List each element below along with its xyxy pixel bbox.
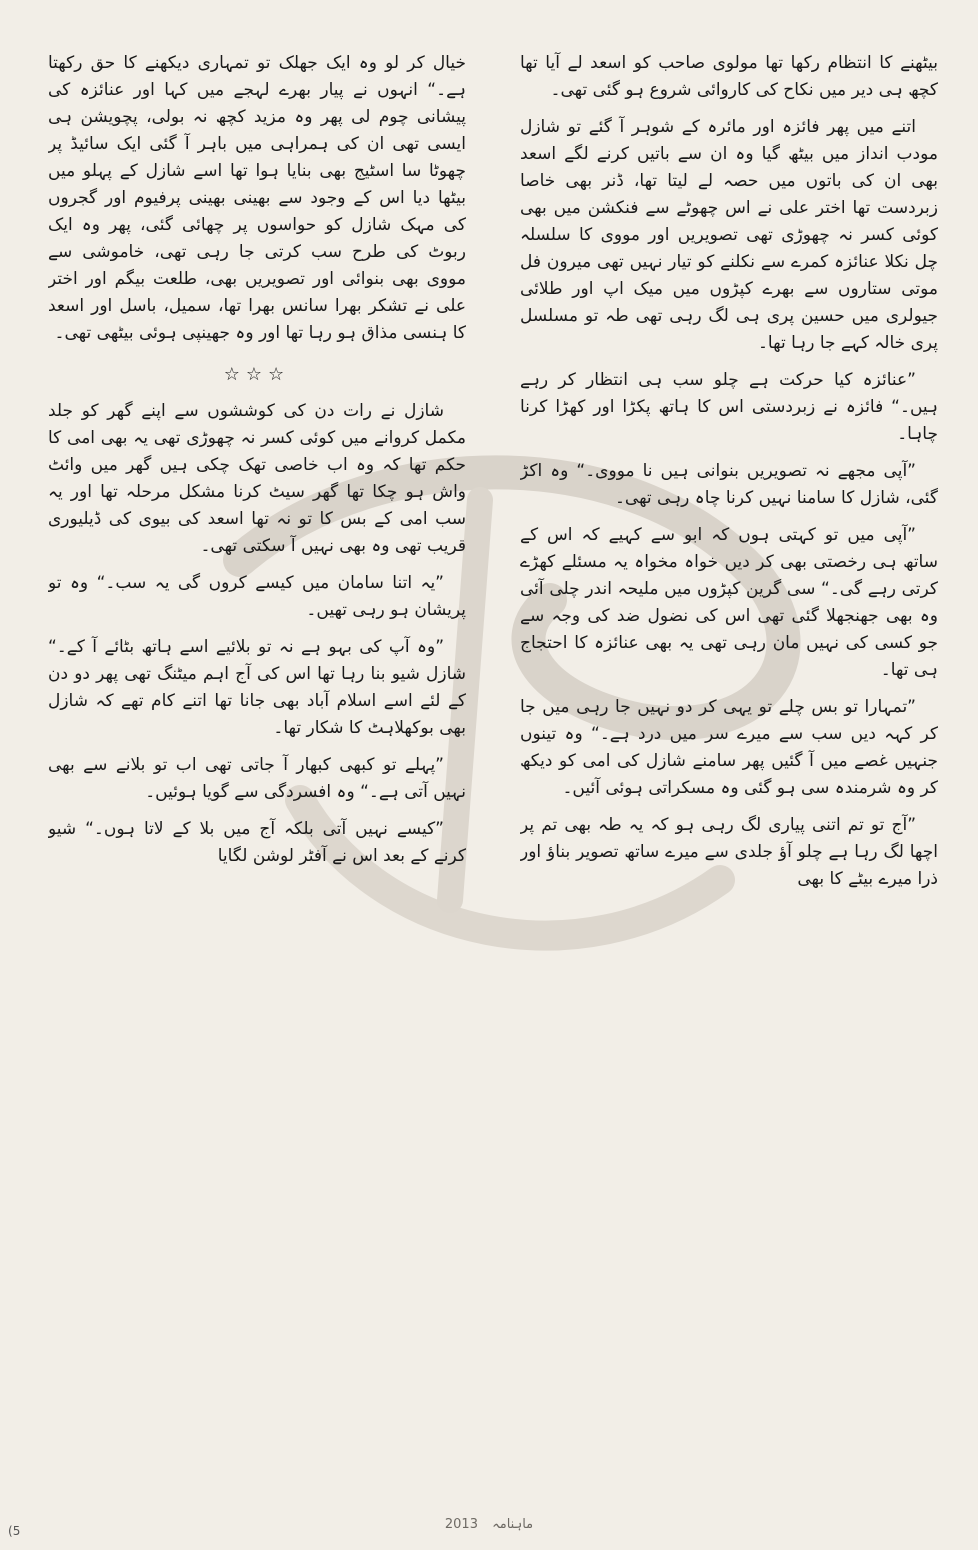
paragraph: ”آپی میں تو کہتی ہوں کہ ابو سے کہیے کہ اس کے ساتھ ہی رخصتی بھی کر دیں خواہ مخواہ یہ مسئلے کھڑے کرتی رہے گی۔“ سی گرین کپڑوں میں ملیحہ اندر چلی آئی وہ بھی جھنجھلا گئی تھی اس کی نضول ضد کی وجہ سے جو کسی کی نہیں مان رہی تھی یہ بھی عنائزہ کا احتجاج ہی تھا۔ <box>520 525 938 680</box>
page-footer <box>0 1517 978 1532</box>
paragraph: ”آپی مجھے نہ تصویریں بنوانی ہیں نا مووی۔“ وہ اکڑ گئی، شازل کا سامنا نہیں کرنا چاہ رہی تھی۔ <box>520 461 938 508</box>
paragraph: بیٹھنے کا انتظام رکھا تھا مولوی صاحب کو اسعد لے آیا تھا کچھ ہی دیر میں نکاح کی کاروائی شروع ہو گئی تھی۔ <box>520 53 938 100</box>
paragraph: ”وہ آپ کی بہو ہے نہ تو بلائیے اسے ہاتھ بٹائے آ کے۔“ شازل شیو بنا رہا تھا اس کی آج اہم میٹنگ تھی پھر دو دن کے لئے اسے اسلام آباد بھی جانا تھا اتنے کام تھے کہ شازل بھی بوکھلاہٹ کا شکار تھا۔ <box>48 637 466 738</box>
paragraph: ”یہ اتنا سامان میں کیسے کروں گی یہ سب۔“ وہ تو پریشان ہو رہی تھیں۔ <box>48 573 466 620</box>
paragraph: خیال کر لو وہ ایک جھلک تو تمہاری دیکھنے کا حق رکھتا ہے۔“ انہوں نے پیار بھرے لہجے میں کہا اور عنائزہ کی پیشانی چوم لی پھر وہ مزید کچھ نہ بولی، پچویشن ہی ایسی تھی ان کی ہمراہی میں باہر آ گئی ایک سائیڈ پر چھوٹا سا اسٹیج بھی بنایا ہوا تھا اسے شازل کے پہلو میں بیٹھا دیا اس کے وجود سے بھینی بھینی پرفیوم اور گجروں کی مہک شازل کو حواسوں پر چھائی گئی، پھر وہ ایک ربوٹ کی طرح سب کرتی جا رہی تھی، خاموشی سے مووی بھی بنوائی اور تصویریں بھی، طلعت بیگم اور اختر علی نے تشکر بھرا سانس بھرا تھا، سمیل، باسل اور اسعد کا ہنسی مذاق ہو رہا تھا اور وہ جھینپی ہوئی بیٹھی تھی۔ <box>48 53 466 343</box>
section-separator: ☆☆☆ <box>223 364 291 385</box>
paragraph: شازل نے رات دن کی کوششوں سے اپنے گھر کو جلد مکمل کروانے میں کوئی کسر نہ چھوڑی تھی یہ بھی امی کا حکم تھا کہ وہ اب خاصی تھک چکی ہیں گھر میں وائٹ واش ہو چکا تھا گھر سیٹ کرنا مشکل مرحلہ تھا اور یہ سب امی کے بس کا تو نہ تھا اسعد کی بیوی کی ڈیلیوری قریب تھی وہ بھی نہیں آ سکتی تھی۔ <box>48 401 466 556</box>
corner-mark: 5) <box>8 1524 21 1538</box>
paragraph: اتنے میں پھر فائزہ اور مائرہ کے شوہر آ گئے تو شازل مودب انداز میں بیٹھ گیا وہ ان سے باتیں کرنے لگے اسعد بھی ان کی باتوں میں حصہ لے لیتا تھا، ڈنر بھی خاصا زبردست تھا اختر علی نے اس چھوٹے سے فنکشن میں بھی کوئی کسر نہ چھوڑی تھی تصویریں اور مووی کا سلسلہ چل نکلا عنائزہ کمرے سے نکلنے کو تیار نہیں تھی میرون فل موتی ستاروں سے بھرے کپڑوں میں میک اپ اور طلائی جیولری میں حسین پری ہی لگ رہی تھی طہ تو مسلسل پری خالہ کہے جا رہا تھا۔ <box>520 117 938 353</box>
page-number: 2013 <box>444 1517 478 1532</box>
paragraph: ”کیسے نہیں آتی بلکہ آج میں بلا کے لاتا ہوں۔“ شیو کرنے کے بعد اس نے آفٹر لوشن لگایا <box>48 819 466 866</box>
paragraph: ”تمہارا تو بس چلے تو یہی کر دو نہیں جا رہی میں جا کر کہہ دیں سب سے میرے سر میں درد ہے۔“ وہ تینوں جنہیں غصے میں آ گئیں پھر سامنے شازل کی امی کو دیکھ کر وہ شرمندہ سی ہو گئی وہ مسکراتی ہوئی آئیں۔ <box>520 697 938 798</box>
right-column <box>520 50 938 1490</box>
paragraph: ”آج تو تم اتنی پیاری لگ رہی ہو کہ یہ طہ بھی تم پر اچھا لگ رہا ہے چلو آؤ جلدی سے میرے ساتھ تصویر بناؤ اور ذرا میرے بیٹے کا بھی <box>520 815 938 889</box>
left-column <box>48 50 466 1490</box>
text-columns <box>48 50 938 1490</box>
paragraph: ”پہلے تو کبھی کبھار آ جاتی تھی اب تو بلانے سے بھی نہیں آتی ہے۔“ وہ افسردگی سے گویا ہوئیں۔ <box>48 755 466 802</box>
paragraph: ”عنائزہ کیا حرکت ہے چلو سب ہی انتظار کر رہے ہیں۔“ فائزہ نے زبردستی اس کا ہاتھ پکڑا اور کھڑا کرنا چاہا۔ <box>520 370 938 444</box>
magazine-name: ماہنامہ <box>492 1517 534 1532</box>
